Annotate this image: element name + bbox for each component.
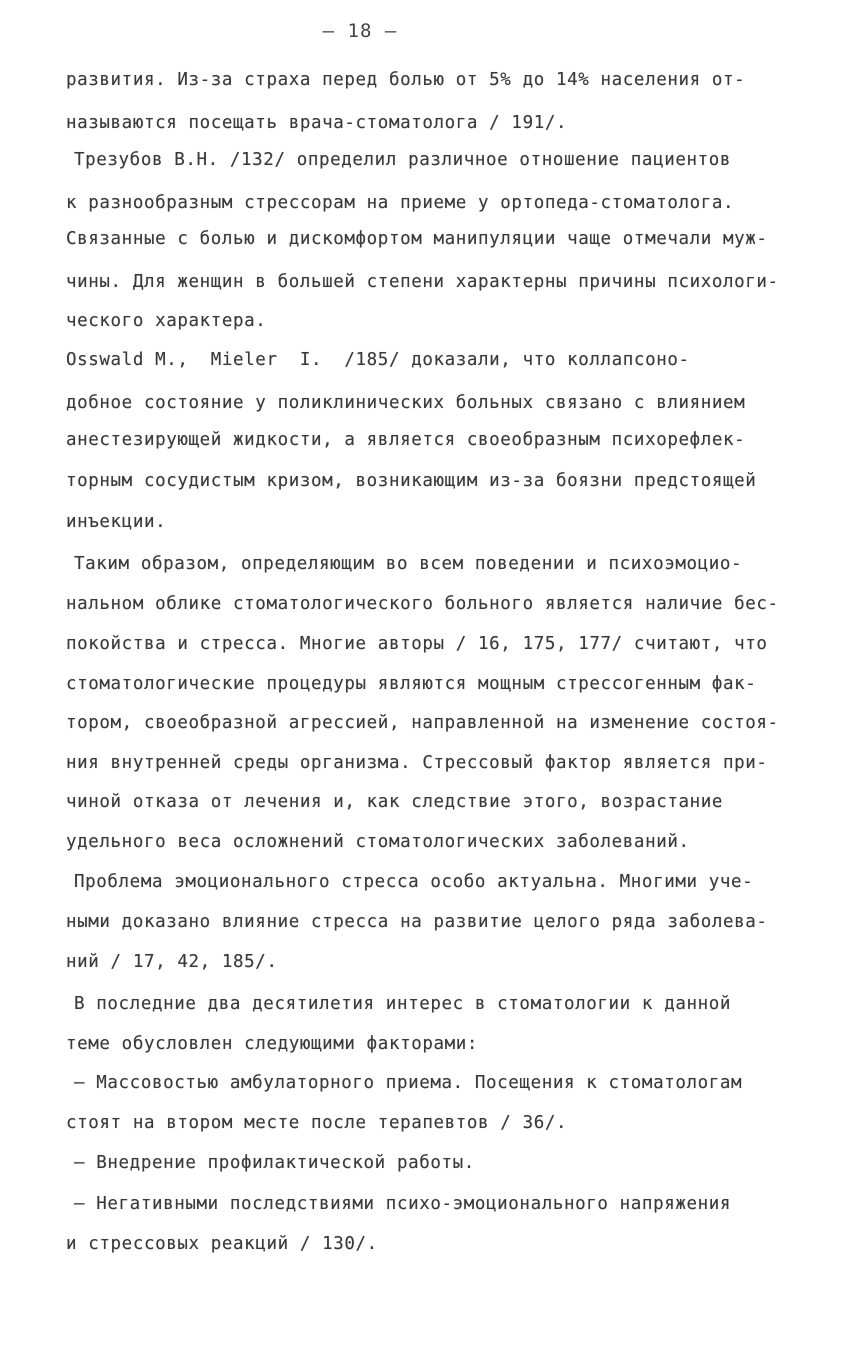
text-line: – Массовостью амбулаторного приема. Посещения к стоматологам [74, 1073, 743, 1093]
text-line: стоят на втором месте после терапевтов / 36/. [66, 1113, 568, 1133]
text-line: – Негативными последствиями психо-эмоционального напряжения [74, 1194, 732, 1214]
text-line: теме обусловлен следующими факторами: [66, 1034, 479, 1054]
page-number: – 18 – [322, 20, 398, 42]
text-line: тором, своеобразной агрессией, направленной на изменение состоя- [66, 713, 779, 733]
text-line: добное состояние у поликлинических больных связано с влиянием [66, 393, 746, 413]
text-line: торным сосудистым кризом, возникающим из-за боязни предстоящей [66, 471, 757, 491]
text-line: развития. Из-за страха перед болью от 5% до 14% населения от- [66, 70, 746, 90]
text-line: и стрессовых реакций / 130/. [66, 1234, 378, 1254]
text-line: покойства и стресса. Многие авторы / 16, 175, 177/ считают, что [66, 634, 768, 654]
text-line: инъекции. [66, 512, 167, 532]
text-line: стоматологические процедуры являются мощным стрессогенным фак- [66, 674, 757, 694]
text-line: Osswald M., Mieler I. /185/ доказали, что коллапсоно- [66, 350, 690, 370]
text-line: к разнообразным стрессорам на приеме у ортопеда-стоматолога. [66, 193, 735, 213]
text-line: Связанные с болью и дискомфортом манипуляции чаще отмечали муж- [66, 229, 768, 249]
text-line: чиной отказа от лечения и, как следствие этого, возрастание [66, 792, 724, 812]
text-line: удельного веса осложнений стоматологических заболеваний. [66, 832, 690, 852]
text-line: Трезубов В.Н. /132/ определил различное отношение пациентов [74, 150, 732, 170]
text-line: нальном облике стоматологического больного является наличие бес- [66, 594, 779, 614]
text-line: чины. Для женщин в большей степени характерны причины психологи- [66, 272, 779, 292]
text-line: называются посещать врача-стоматолога / 191/. [66, 113, 568, 133]
text-line: анестезирующей жидкости, а является своеобразным психорефлек- [66, 430, 746, 450]
text-line: ний / 17, 42, 185/. [66, 952, 278, 972]
text-line: ния внутренней среды организма. Стрессовый фактор является при- [66, 753, 768, 773]
text-line: Проблема эмоционального стресса особо актуальна. Многими уче- [74, 872, 754, 892]
text-line: В последние два десятилетия интерес в стоматологии к данной [74, 994, 732, 1014]
text-line: – Внедрение профилактической работы. [74, 1153, 475, 1173]
text-line: ческого характера. [66, 311, 267, 331]
text-line: Таким образом, определяющим во всем поведении и психоэмоцио- [74, 554, 743, 574]
text-line: ными доказано влияние стресса на развитие целого ряда заболева- [66, 912, 768, 932]
